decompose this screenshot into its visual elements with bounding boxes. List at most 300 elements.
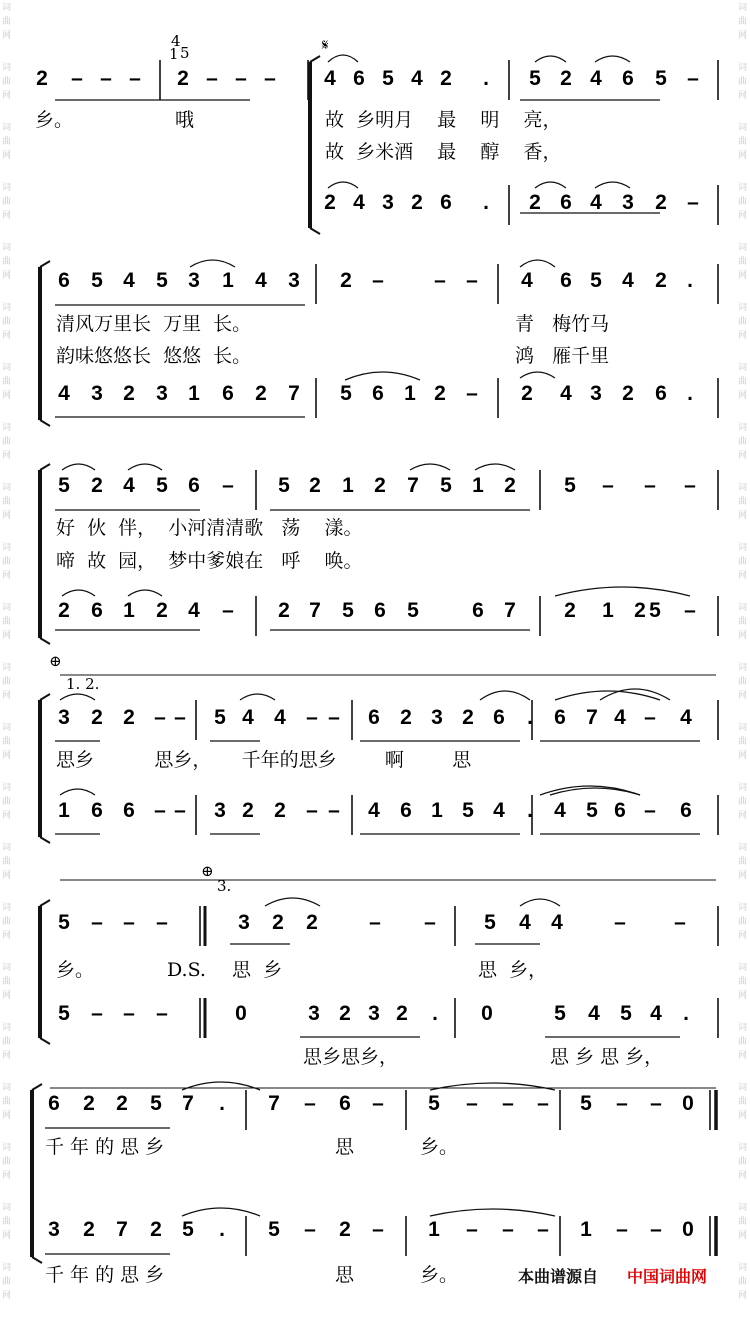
watermark-char: 网 [2,931,12,941]
s3-upper-note: 6 [188,474,200,497]
s4-upper-note: 4 [680,706,692,729]
s4-upper-note: – [644,706,656,729]
slur [182,1082,260,1090]
s2-upper-note: 2 [655,269,667,292]
watermark-char: 曲 [2,917,12,927]
watermark-char: 网 [2,91,12,101]
s3-lower-note: 2 [564,599,576,622]
s4-upper-note: – [174,706,186,729]
watermark-char: 词 [2,603,12,613]
system-bracket [40,638,50,644]
s3-lower-note: 7 [309,599,321,622]
s2-lower-note: . [687,382,693,405]
watermark-char: 词 [738,243,748,253]
s2-lower-note: 4 [58,382,70,405]
watermark-char: 词 [2,483,12,493]
source-credit-prefix: 本曲谱源自 [518,1267,599,1286]
watermark-char: 词 [2,963,12,973]
s6-lower-note: 1 [580,1218,592,1241]
watermark-char: 曲 [738,857,748,867]
lyric-s5-b: 思 乡， [478,959,548,981]
s1-upper-note: – [206,67,218,90]
s3-upper-note: 2 [309,474,321,497]
system-bracket [40,420,50,426]
lyric-s5-lower-b: 思 乡 思 乡， [550,1046,664,1068]
watermark-char: 网 [738,271,748,281]
watermark-char: 曲 [738,1277,748,1287]
s6-upper-note: – [502,1092,514,1115]
watermark-char: 词 [738,1263,748,1273]
s1-upper-note: – [687,67,699,90]
watermark-char: 曲 [738,797,748,807]
s4-upper-note: . [527,706,533,729]
watermark-char: 曲 [2,797,12,807]
watermark-char: 词 [738,483,748,493]
s2-upper-note: 4 [622,269,634,292]
watermark-char: 词 [2,843,12,853]
lyric-s1-oh: 哦 [175,109,195,131]
watermark-char: 词 [2,63,12,73]
watermark-char: 网 [738,811,748,821]
watermark-char: 曲 [738,557,748,567]
watermark-char: 曲 [738,257,748,267]
s4-upper-note: 4 [274,706,286,729]
s3-lower-note: 7 [504,599,516,622]
s4-lower-note: 4 [554,799,566,822]
watermark-char: 词 [2,1203,12,1213]
s1-lower-note: 2 [324,191,336,214]
s6-lower-note: . [219,1218,225,1241]
s1-lower-note: . [483,191,489,214]
s5-lower-note: 3 [368,1002,380,1025]
s4-upper-note: – [328,706,340,729]
s6-upper-note: 7 [268,1092,280,1115]
watermark-char: 曲 [2,557,12,567]
s5-lower-note: 3 [308,1002,320,1025]
s1-lower-note: 3 [622,191,634,214]
s5-upper-note: 4 [519,911,531,934]
s2-upper-note: 2 [340,269,352,292]
watermark-char: 词 [738,1203,748,1213]
s2-lower-note: 6 [655,382,667,405]
watermark-char: 词 [2,243,12,253]
s1-upper-note: – [71,67,83,90]
s4-lower-note: 6 [91,799,103,822]
s1-upper-note: – [264,67,276,90]
s6-upper-note: – [616,1092,628,1115]
watermark-char: 词 [2,543,12,553]
lyric-s5-a: 思 乡 [232,959,283,981]
s2-lower-note: 7 [288,382,300,405]
s6-lower-note: 7 [116,1218,128,1241]
watermark-char: 网 [2,271,12,281]
s4-upper-note: 6 [368,706,380,729]
s2-upper-note: – [466,269,478,292]
watermark-char: 网 [738,871,748,881]
s1-lower-note: 2 [655,191,667,214]
watermark-char: 网 [2,571,12,581]
s2-lower-note: 2 [255,382,267,405]
s6-upper-note: 2 [116,1092,128,1115]
s1-upper-note: 2 [560,67,572,90]
s5-lower-note: – [91,1002,103,1025]
watermark-char: 网 [738,391,748,401]
lyric-s1-verse1: 故 乡明月 最 明 亮， [325,109,562,131]
slur [475,464,515,470]
s3-upper-note: 2 [504,474,516,497]
watermark-char: 词 [738,303,748,313]
s3-upper-note: 2 [374,474,386,497]
watermark-char: 网 [738,331,748,341]
s6-lower-note: 0 [682,1218,694,1241]
s1-upper-note: 4 [411,67,423,90]
s3-upper-note: 2 [91,474,103,497]
s3-upper-note: 5 [58,474,70,497]
watermark-char: 词 [738,663,748,673]
s6-upper-note: – [304,1092,316,1115]
s5-lower-note: 0 [481,1002,493,1025]
watermark-char: 曲 [2,1037,12,1047]
s5-upper-note: – [369,911,381,934]
s5-upper-note: 5 [484,911,496,934]
slur [345,372,420,380]
lyric-s2-verse1b: 青 梅竹马 [515,313,610,335]
s6-upper-note: – [372,1092,384,1115]
s5-lower-note: . [432,1002,438,1025]
s3-lower-note: 4 [188,599,200,622]
s5-lower-note: 2 [396,1002,408,1025]
watermark-char: 曲 [738,677,748,687]
s6-upper-note: – [537,1092,549,1115]
s3-upper-note: 1 [472,474,484,497]
system-bracket [310,56,320,62]
s6-lower-note: 5 [268,1218,280,1241]
s4-upper-note: 5 [214,706,226,729]
s5-upper-note: 3 [238,911,250,934]
s1-upper-note: 2 [36,67,48,90]
s3-upper-note: 5 [278,474,290,497]
watermark-char: 网 [738,31,748,41]
s6-upper-note: 6 [339,1092,351,1115]
s3-lower-note: 5 [649,599,661,622]
s2-upper-note: . [687,269,693,292]
system-bracket [40,837,50,843]
s4-upper-note: 6 [554,706,566,729]
watermark-char: 词 [2,1023,12,1033]
system-bracket [40,261,50,267]
watermark-char: 词 [738,603,748,613]
watermark-char: 网 [738,751,748,761]
watermark-char: 曲 [2,977,12,987]
watermark-char: 网 [738,211,748,221]
watermark-char: 网 [738,1111,748,1121]
s3-lower-note: 2 [58,599,70,622]
s3-lower-note: 6 [91,599,103,622]
s1-upper-note: 2 [440,67,452,90]
s1-lower-note: – [687,191,699,214]
watermark-char: 网 [2,151,12,161]
watermark-char: 网 [738,451,748,461]
s6-lower-note: 1 [428,1218,440,1241]
watermark-char: 网 [738,691,748,701]
slur [62,590,95,596]
lyric-s1-verse2: 故 乡米酒 最 醇 香， [325,141,562,163]
watermark-char: 曲 [2,437,12,447]
watermark-char: 词 [2,1143,12,1153]
volta-3: 3. [217,877,232,895]
s5-lower-note: 5 [620,1002,632,1025]
s5-upper-note: 2 [272,911,284,934]
s4-lower-note: 4 [368,799,380,822]
watermark-char: 网 [2,871,12,881]
watermark-char: 词 [738,723,748,733]
watermark-char: 曲 [2,1097,12,1107]
watermark-char: 词 [2,3,12,13]
watermark-char: 曲 [2,1157,12,1167]
slur [60,694,95,700]
s2-upper-note: 3 [288,269,300,292]
s2-upper-note: 1 [222,269,234,292]
watermark-char: 词 [738,3,748,13]
s5-lower-note: – [156,1002,168,1025]
s2-lower-note: 3 [590,382,602,405]
s4-lower-note: – [328,799,340,822]
s1-lower-note: 4 [353,191,365,214]
s3-lower-note: 5 [342,599,354,622]
s4-lower-note: 2 [274,799,286,822]
slur [430,1083,555,1090]
slur [520,372,555,378]
s2-upper-note: 3 [188,269,200,292]
watermark-char: 曲 [738,977,748,987]
s2-lower-note: 3 [91,382,103,405]
s5-lower-note: 0 [235,1002,247,1025]
s3-lower-note: 5 [407,599,419,622]
s3-upper-note: – [684,474,696,497]
watermark-char: 网 [2,1111,12,1121]
slur [182,1208,260,1216]
watermark-char: 网 [2,991,12,1001]
s4-lower-note: 6 [123,799,135,822]
watermark-char: 曲 [738,497,748,507]
watermark-char: 网 [2,211,12,221]
s2-upper-note: 6 [58,269,70,292]
s3-lower-note: – [684,599,696,622]
s4-upper-note: – [154,706,166,729]
s6-upper-note: – [650,1092,662,1115]
s2-upper-note: 5 [156,269,168,292]
s1-lower-note: 3 [382,191,394,214]
s3-lower-note: 1 [123,599,135,622]
watermark-char: 网 [738,1291,748,1301]
s4-lower-note: 3 [214,799,226,822]
slur [410,464,450,470]
time-signature-top: 4 [171,32,181,50]
watermark-char: 网 [2,511,12,521]
s3-upper-note: 5 [156,474,168,497]
s6-upper-note: 6 [48,1092,60,1115]
s4-upper-note: 2 [462,706,474,729]
s2-lower-note: 2 [123,382,135,405]
s3-upper-note: 5 [440,474,452,497]
s6-lower-note: – [466,1218,478,1241]
s5-upper-note: 2 [306,911,318,934]
lyric-s6-lower-b: 思 [335,1264,355,1286]
watermark-char: 网 [2,811,12,821]
system-bracket [40,694,50,700]
watermark-char: 词 [2,1263,12,1273]
s2-upper-note: 6 [560,269,572,292]
watermark-char: 曲 [2,1277,12,1287]
slur [62,464,95,470]
s6-lower-note: – [650,1218,662,1241]
s5-upper-note: – [674,911,686,934]
watermark-char: 曲 [738,617,748,627]
s4-upper-note: 4 [614,706,626,729]
s6-upper-note: 5 [580,1092,592,1115]
s6-lower-note: – [616,1218,628,1241]
s1-upper-note: 5 [382,67,394,90]
slur [328,55,358,62]
s3-upper-note: 7 [407,474,419,497]
s4-upper-note: – [306,706,318,729]
s4-lower-note: . [527,799,533,822]
s4-lower-note: – [644,799,656,822]
s2-lower-note: 4 [560,382,572,405]
slur [535,182,566,188]
s4-upper-note: 3 [58,706,70,729]
watermark-char: 曲 [2,137,12,147]
s2-lower-note: 6 [222,382,234,405]
watermark-char: 网 [2,691,12,701]
watermark-char: 词 [2,663,12,673]
s5-lower-note: . [683,1002,689,1025]
s5-upper-note: – [424,911,436,934]
s4-upper-note: 4 [242,706,254,729]
s3-lower-note: 6 [374,599,386,622]
watermark-left [2,1,11,1301]
s1-upper-note: . [483,67,489,90]
slur [328,182,358,188]
s2-lower-note: 1 [188,382,200,405]
s3-upper-note: – [602,474,614,497]
watermark-char: 曲 [738,317,748,327]
s4-upper-note: 7 [586,706,598,729]
slur [240,694,275,700]
s4-lower-note: 6 [400,799,412,822]
s1-upper-note: – [100,67,112,90]
lyric-s6-upper-c: 乡。 [420,1136,459,1158]
watermark-char: 曲 [2,77,12,87]
watermark-char: 网 [2,451,12,461]
watermark-char: 词 [738,543,748,553]
s3-upper-note: – [222,474,234,497]
s1-upper-note: 2 [177,67,189,90]
lyric-s2-verse2b: 鸿 雁千里 [515,345,610,367]
watermark-char: 词 [738,843,748,853]
watermark-char: 曲 [2,677,12,687]
watermark-char: 曲 [2,857,12,867]
s4-upper-note: 2 [400,706,412,729]
s1-lower-note: 6 [440,191,452,214]
s3-lower-note: – [222,599,234,622]
s3-upper-note: 5 [564,474,576,497]
s2-lower-note: 2 [521,382,533,405]
s3-lower-note: 6 [472,599,484,622]
watermark-char: 网 [2,631,12,641]
s5-upper-note: 5 [58,911,70,934]
s6-upper-note: – [466,1092,478,1115]
s3-lower-note: 2 [634,599,646,622]
watermark-char: 曲 [738,77,748,87]
watermark-char: 网 [2,1231,12,1241]
watermark-char: 网 [738,631,748,641]
watermark-char: 网 [738,571,748,581]
s4-lower-note: 6 [680,799,692,822]
slur [535,56,566,62]
watermark-char: 网 [2,1291,12,1301]
watermark-char: 词 [2,123,12,133]
coda-sign-1: ⊕ [49,652,62,670]
watermark-char: 曲 [738,1217,748,1227]
watermark-char: 网 [738,991,748,1001]
s1-upper-note: – [129,67,141,90]
s5-upper-note: – [156,911,168,934]
watermark-char: 词 [2,723,12,733]
s4-upper-note: 6 [493,706,505,729]
s1-lower-note: 2 [411,191,423,214]
s1-upper-note: 4 [590,67,602,90]
source-credit-site[interactable]: 中国词曲网 [627,1267,708,1286]
watermark-char: 曲 [738,197,748,207]
s5-lower-note: – [123,1002,135,1025]
barlines-and-brackets [32,55,718,1263]
lyric-s6-upper-b: 思 [335,1136,355,1158]
s4-lower-note: – [174,799,186,822]
s3-upper-note: – [644,474,656,497]
watermark-char: 词 [738,423,748,433]
watermark-char: 词 [2,183,12,193]
s4-upper-note: 2 [123,706,135,729]
watermark-char: 曲 [738,1157,748,1167]
lyric-s4-verse1: 思乡 思乡， 千年的思乡 啊 思 [56,749,472,771]
s2-upper-note: 4 [123,269,135,292]
watermark-char: 网 [738,1171,748,1181]
watermark-char: 曲 [2,317,12,327]
s5-lower-note: 2 [339,1002,351,1025]
watermark-char: 曲 [738,1097,748,1107]
watermark-char: 词 [2,303,12,313]
lyric-s6-lower-c: 乡。 [420,1264,459,1286]
lyric-s6-lower-a: 千 年 的 思 乡 [45,1264,165,1286]
s2-lower-note: 3 [156,382,168,405]
watermark-char: 词 [738,903,748,913]
watermark-char: 词 [2,423,12,433]
s6-upper-note: 0 [682,1092,694,1115]
s6-lower-note: – [502,1218,514,1241]
system-bracket [32,1084,42,1090]
coda-sign-2: ⊕ [201,862,214,880]
s4-upper-note: 2 [91,706,103,729]
s4-lower-note: 6 [614,799,626,822]
s1-upper-note: 6 [622,67,634,90]
watermark-char: 曲 [2,1217,12,1227]
watermark-char: 词 [2,903,12,913]
s6-lower-note: 5 [182,1218,194,1241]
watermark-char: 网 [2,1171,12,1181]
watermark-char: 网 [2,31,12,41]
s4-lower-note: 5 [586,799,598,822]
